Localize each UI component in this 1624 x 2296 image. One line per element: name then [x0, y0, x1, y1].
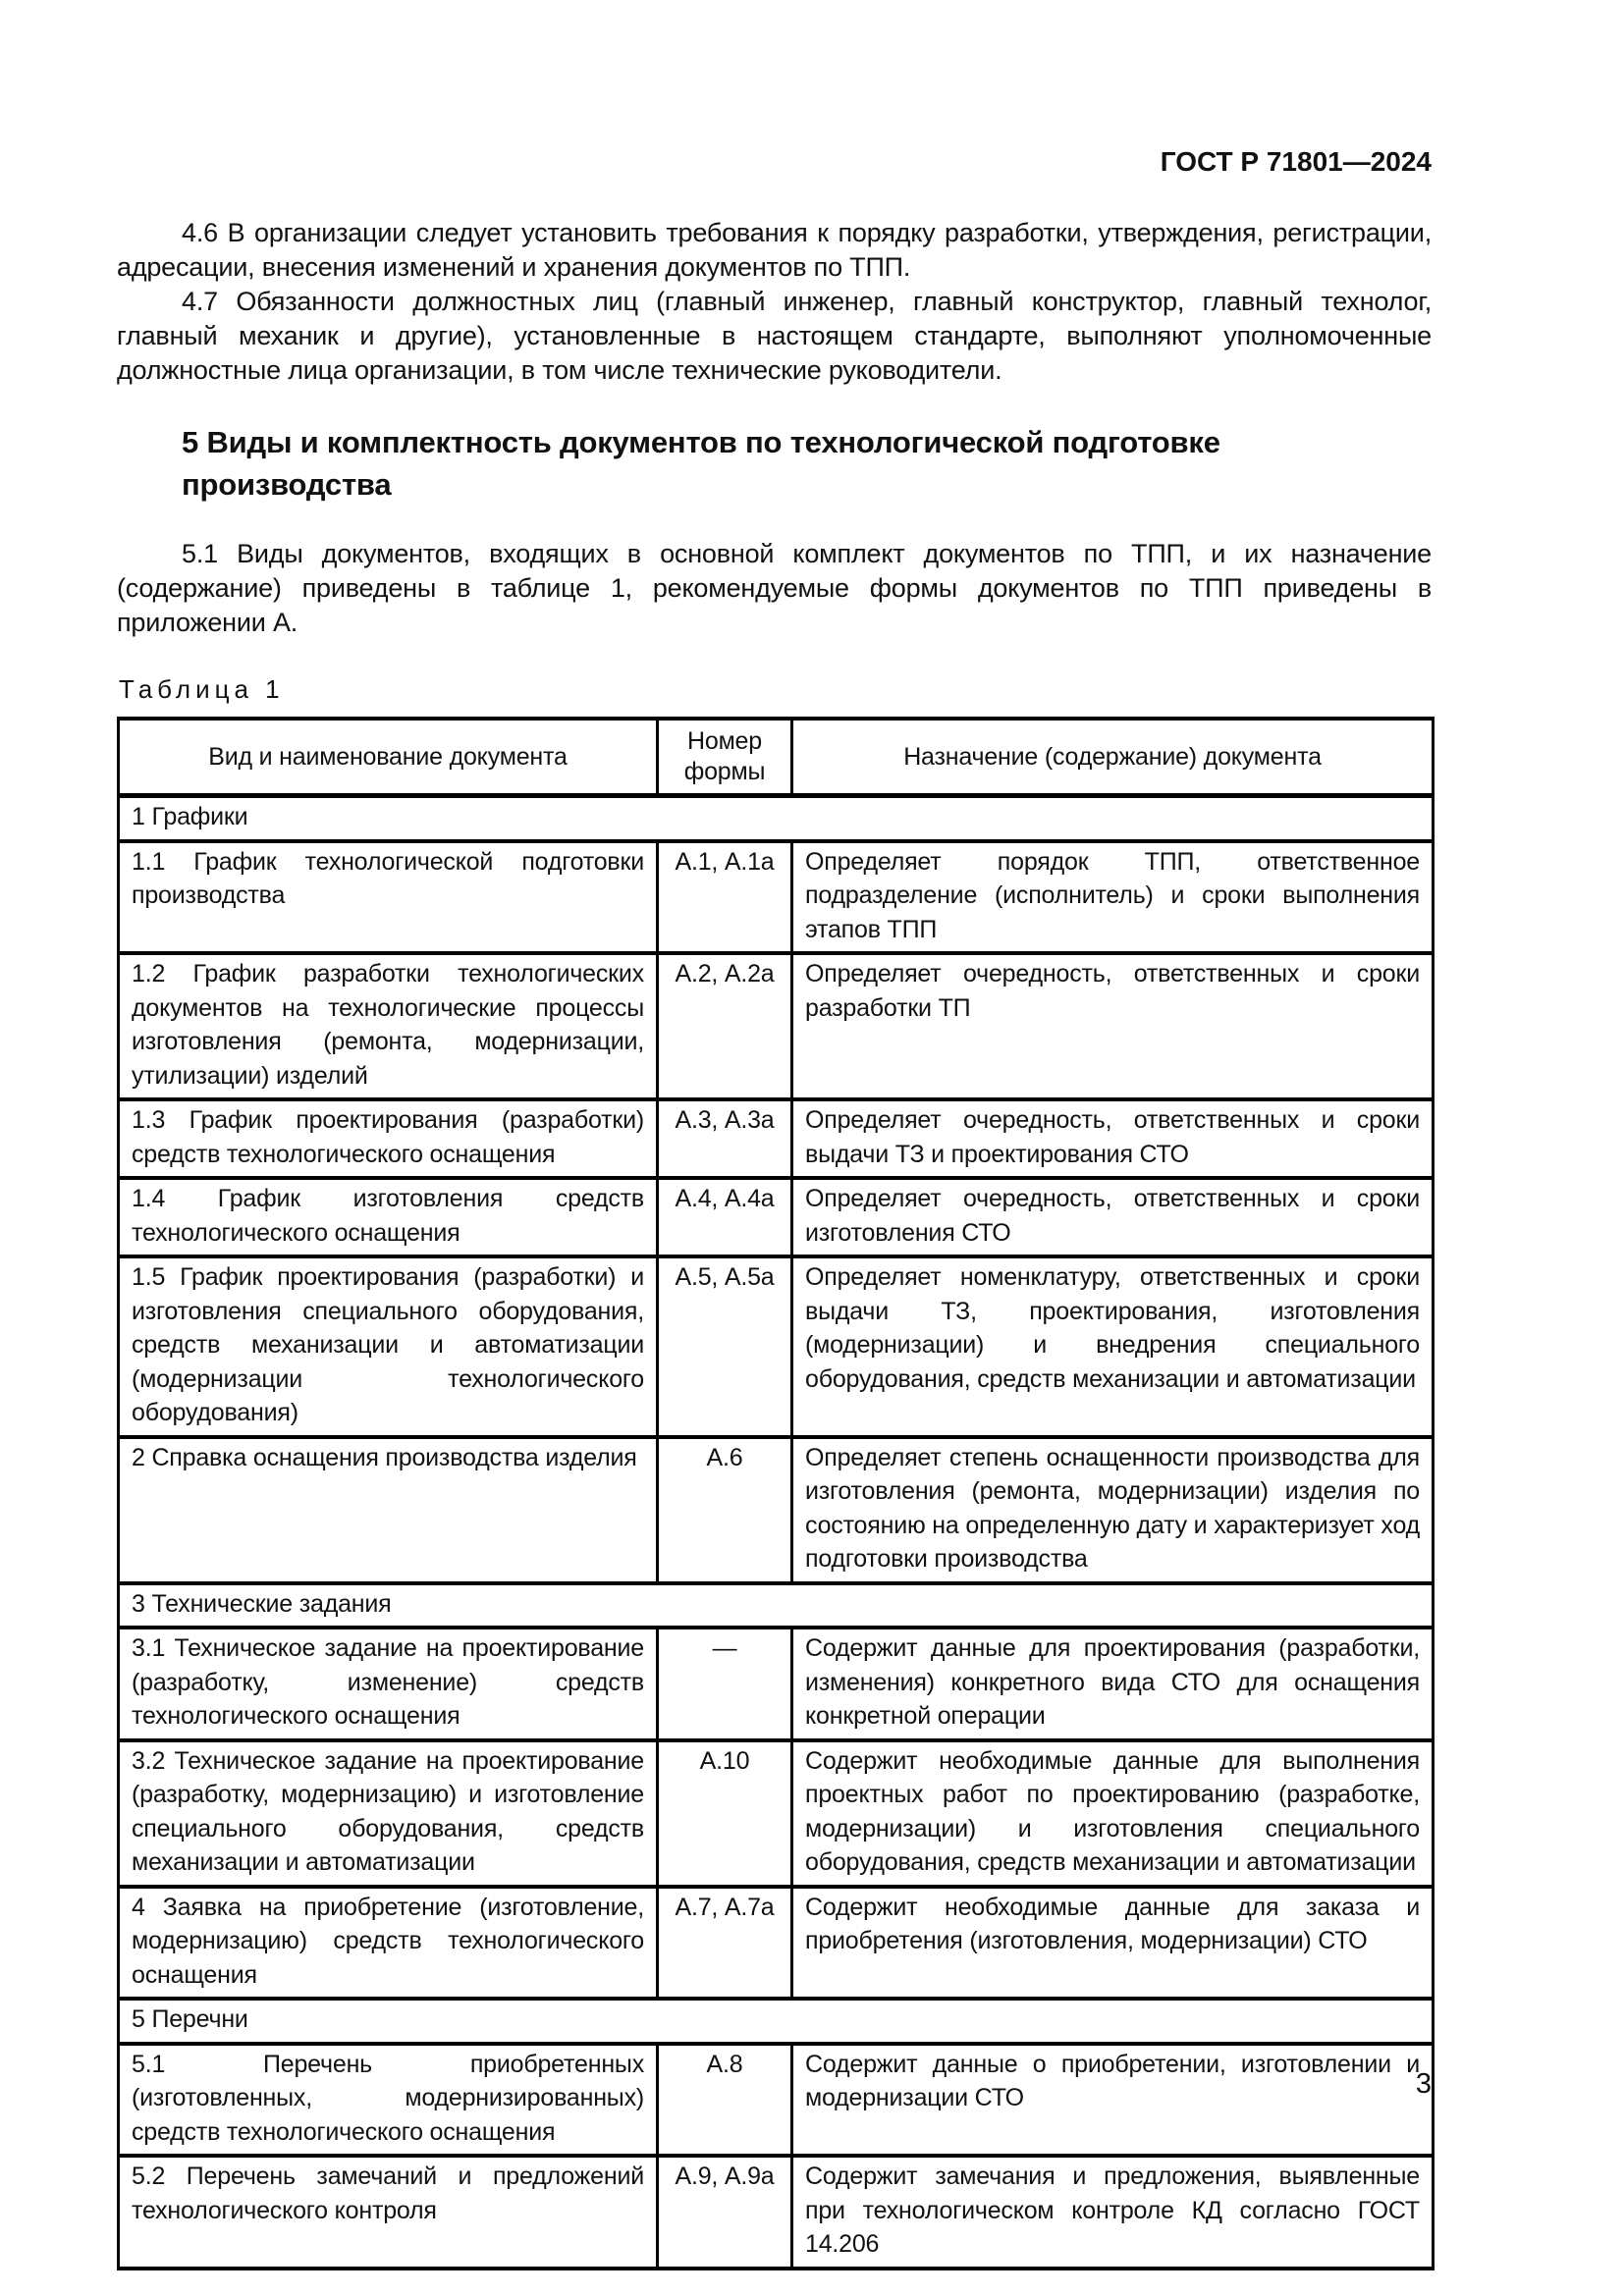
document-name-cell: 1.2 График разработки технологических документов на технологические процессы изготовления (ремонта, модернизации, утилизации) изделий — [119, 953, 658, 1099]
table-section-row — [119, 1583, 1434, 1629]
form-number-cell: А.10 — [658, 1740, 792, 1887]
document-name-cell: 5.1 Перечень приобретенных (изготовленных, модернизированных) средств технологического оснащения — [119, 2044, 658, 2157]
document-name-cell: 1.5 График проектирования (разработки) и изготовления специального оборудования, средств механизации и автоматизации (модернизации технологического оборудования) — [119, 1256, 658, 1437]
table-row — [119, 1740, 1434, 1887]
section-name-cell: 5 Перечни — [119, 1999, 1434, 2044]
table-section-row — [119, 796, 1434, 841]
document-name-cell: 1.3 График проектирования (разработки) средств технологического оснащения — [119, 1099, 658, 1178]
purpose-cell: Содержит необходимые данные для заказа и приобретения (изготовления, модернизации) СТО — [792, 1887, 1434, 2000]
section-name-cell: 1 Графики — [119, 796, 1434, 841]
document-name-cell: 1.1 График технологической подготовки производства — [119, 841, 658, 954]
document-name-cell: 4 Заявка на приобретение (изготовление, модернизацию) средств технологического оснащения — [119, 1887, 658, 2000]
form-number-cell: — — [658, 1628, 792, 1740]
table-row — [119, 2156, 1434, 2269]
table-header — [119, 719, 1434, 796]
purpose-cell: Содержит данные о приобретении, изготовлении и модернизации СТО — [792, 2044, 1434, 2157]
form-number-cell: А.7, А.7а — [658, 1887, 792, 2000]
purpose-cell: Определяет степень оснащенности производства для изготовления (ремонта, модернизации) изделия по состоянию на определенную дату и характеризует ход подготовки производства — [792, 1437, 1434, 1583]
paragraph-5-1: 5.1 Виды документов, входящих в основной комплект документов по ТПП, и их назначение (содержание) приведены в таблице 1, рекомендуемые формы документов по ТПП приведены в приложении А. — [117, 539, 1432, 637]
table-row — [119, 1628, 1434, 1740]
table-row — [119, 1887, 1434, 2000]
section-5-title: 5 Виды и комплектность документов по технологической подготовке производства — [182, 425, 1220, 502]
table-section-row — [119, 1999, 1434, 2044]
table-row — [119, 1099, 1434, 1178]
purpose-cell: Определяет номенклатуру, ответственных и сроки выдачи ТЗ, проектирования, изготовления (модернизации) и внедрения специального оборудования, средств механизации и автоматизации — [792, 1256, 1434, 1437]
form-number-cell: А.3, А.3а — [658, 1099, 792, 1178]
document-name-cell: 2 Справка оснащения производства изделия — [119, 1437, 658, 1583]
table-caption: Таблица 1 — [119, 674, 285, 704]
document-name-cell: 3.1 Техническое задание на проектирование (разработку, изменение) средств технологического оснащения — [119, 1628, 658, 1740]
documents-table — [117, 717, 1435, 2270]
table-row — [119, 841, 1434, 954]
paragraph-4-7: 4.7 Обязанности должностных лиц (главный инженер, главный конструктор, главный технолог, главный механик и другие), установленные в настоящем стандарте, выполняют уполномоченные должностные лица организации, в том числе технические руководители. — [117, 287, 1432, 385]
standard-code-header: ГОСТ Р 71801—2024 — [1160, 146, 1432, 177]
column-header-document-name: Вид и наименование документа — [119, 719, 658, 796]
page-number: 3 — [1415, 2068, 1432, 2100]
table-body — [119, 796, 1434, 2269]
purpose-cell: Содержит данные для проектирования (разработки, изменения) конкретного вида СТО для оснащения конкретной операции — [792, 1628, 1434, 1740]
purpose-cell: Определяет порядок ТПП, ответственное подразделение (исполнитель) и сроки выполнения этапов ТПП — [792, 841, 1434, 954]
column-header-purpose: Назначение (содержание) документа — [792, 719, 1434, 796]
table-row — [119, 953, 1434, 1099]
document-name-cell: 1.4 График изготовления средств технологического оснащения — [119, 1178, 658, 1256]
section-name-cell: 3 Технические задания — [119, 1583, 1434, 1629]
table-row — [119, 1256, 1434, 1437]
document-name-cell: 3.2 Техническое задание на проектирование (разработку, модернизацию) и изготовление специального оборудования, средств механизации и автоматизации — [119, 1740, 658, 1887]
form-number-cell: А.2, А.2а — [658, 953, 792, 1099]
page-content — [117, 145, 1432, 2270]
form-number-cell: А.1, А.1а — [658, 841, 792, 954]
column-header-form-number: Номер формы — [658, 719, 792, 796]
purpose-cell: Содержит замечания и предложения, выявленные при технологическом контроле КД согласно ГОСТ 14.206 — [792, 2156, 1434, 2269]
form-number-cell: А.5, А.5а — [658, 1256, 792, 1437]
purpose-cell: Определяет очередность, ответственных и сроки выдачи ТЗ и проектирования СТО — [792, 1099, 1434, 1178]
table-row — [119, 1178, 1434, 1256]
paragraph-4-6: 4.6 В организации следует установить требования к порядку разработки, утверждения, регистрации, адресации, внесения изменений и хранения документов по ТПП. — [117, 218, 1432, 282]
purpose-cell: Определяет очередность, ответственных и сроки изготовления СТО — [792, 1178, 1434, 1256]
table-row — [119, 1437, 1434, 1583]
purpose-cell: Содержит необходимые данные для выполнения проектных работ по проектированию (разработке, модернизации) и изготовления специального оборудования, средств механизации и автоматизации — [792, 1740, 1434, 1887]
form-number-cell: А.6 — [658, 1437, 792, 1583]
form-number-cell: А.8 — [658, 2044, 792, 2157]
form-number-cell: А.9, А.9а — [658, 2156, 792, 2269]
document-name-cell: 5.2 Перечень замечаний и предложений технологического контроля — [119, 2156, 658, 2269]
purpose-cell: Определяет очередность, ответственных и сроки разработки ТП — [792, 953, 1434, 1099]
form-number-cell: А.4, А.4а — [658, 1178, 792, 1256]
